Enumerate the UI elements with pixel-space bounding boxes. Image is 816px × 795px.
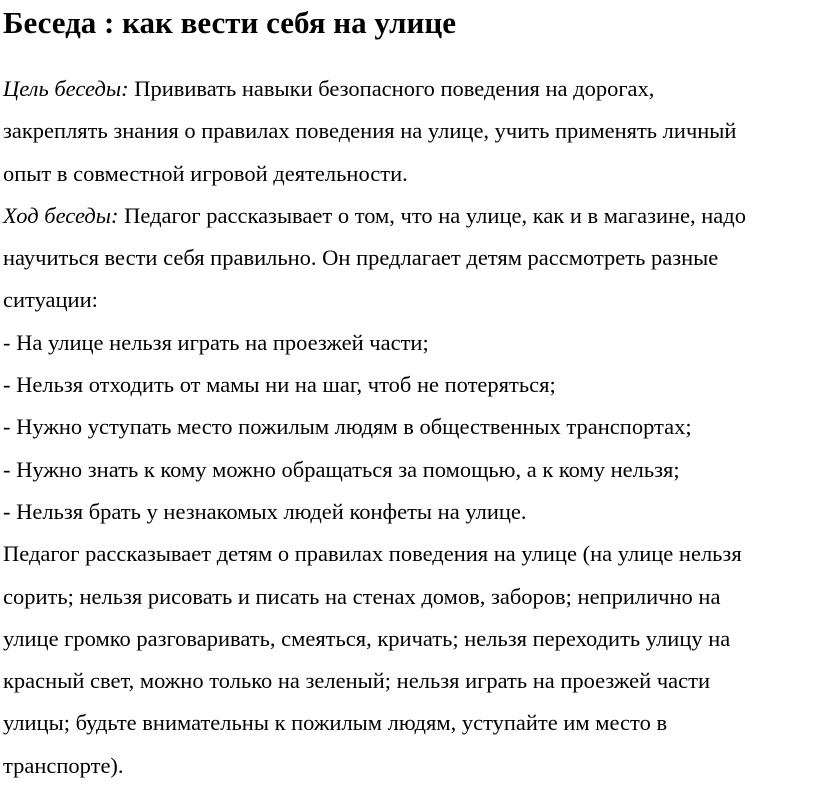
document-page [3,0,815,787]
summary-line: улицы; будьте внимательны к пожилым людям, уступайте им место в [3,710,668,736]
goal-line [3,68,815,110]
summary-line: красный свет, можно только на зеленый; нельзя играть на проезжей части [3,668,710,694]
summary-line: транспорте). [3,752,124,778]
summary-line: сорить; нельзя рисовать и писать на стенах домов, заборов; неприлично на [3,583,721,609]
course-text: Педагог рассказывает о том, что на улице, как и в магазине, надо [118,202,746,228]
rule-item: - На улице нельзя играть на проезжей части; [3,329,429,355]
summary-line: улице громко разговаривать, смеяться, кричать; нельзя переходить улицу на [3,625,731,651]
course-line: ситуации: [3,287,98,313]
document-body [3,68,815,787]
goal-paragraph [3,68,815,195]
goal-line: закреплять знания о правилах поведения на улице, учить применять личный [3,118,737,144]
rules-list [3,322,815,533]
goal-label: Цель беседы: [3,76,129,101]
course-line: научиться вести себя правильно. Он предлагает детям рассмотреть разные [3,245,719,271]
document-title: Беседа : как вести себя на улице [3,5,456,40]
goal-text: Прививать навыки безопасного поведения на дорогах, [128,76,655,101]
goal-line: опыт в совместной игровой деятельности. [3,160,408,186]
course-label: Ход беседы: [3,202,119,228]
summary-line: Педагог рассказывает детям о правилах поведения на улице (на улице нельзя [3,541,742,567]
course-paragraph [3,195,815,322]
course-line [3,195,815,237]
rule-item: - Нельзя отходить от мамы ни на шаг, чтоб не потеряться; [3,372,556,398]
rule-item: - Нельзя брать у незнакомых людей конфеты на улице. [3,498,527,524]
rule-item: - Нужно знать к кому можно обращаться за помощью, а к кому нельзя; [3,456,680,482]
summary-paragraph [3,533,815,787]
rule-item: - Нужно уступать место пожилым людям в общественных транспортах; [3,414,692,440]
